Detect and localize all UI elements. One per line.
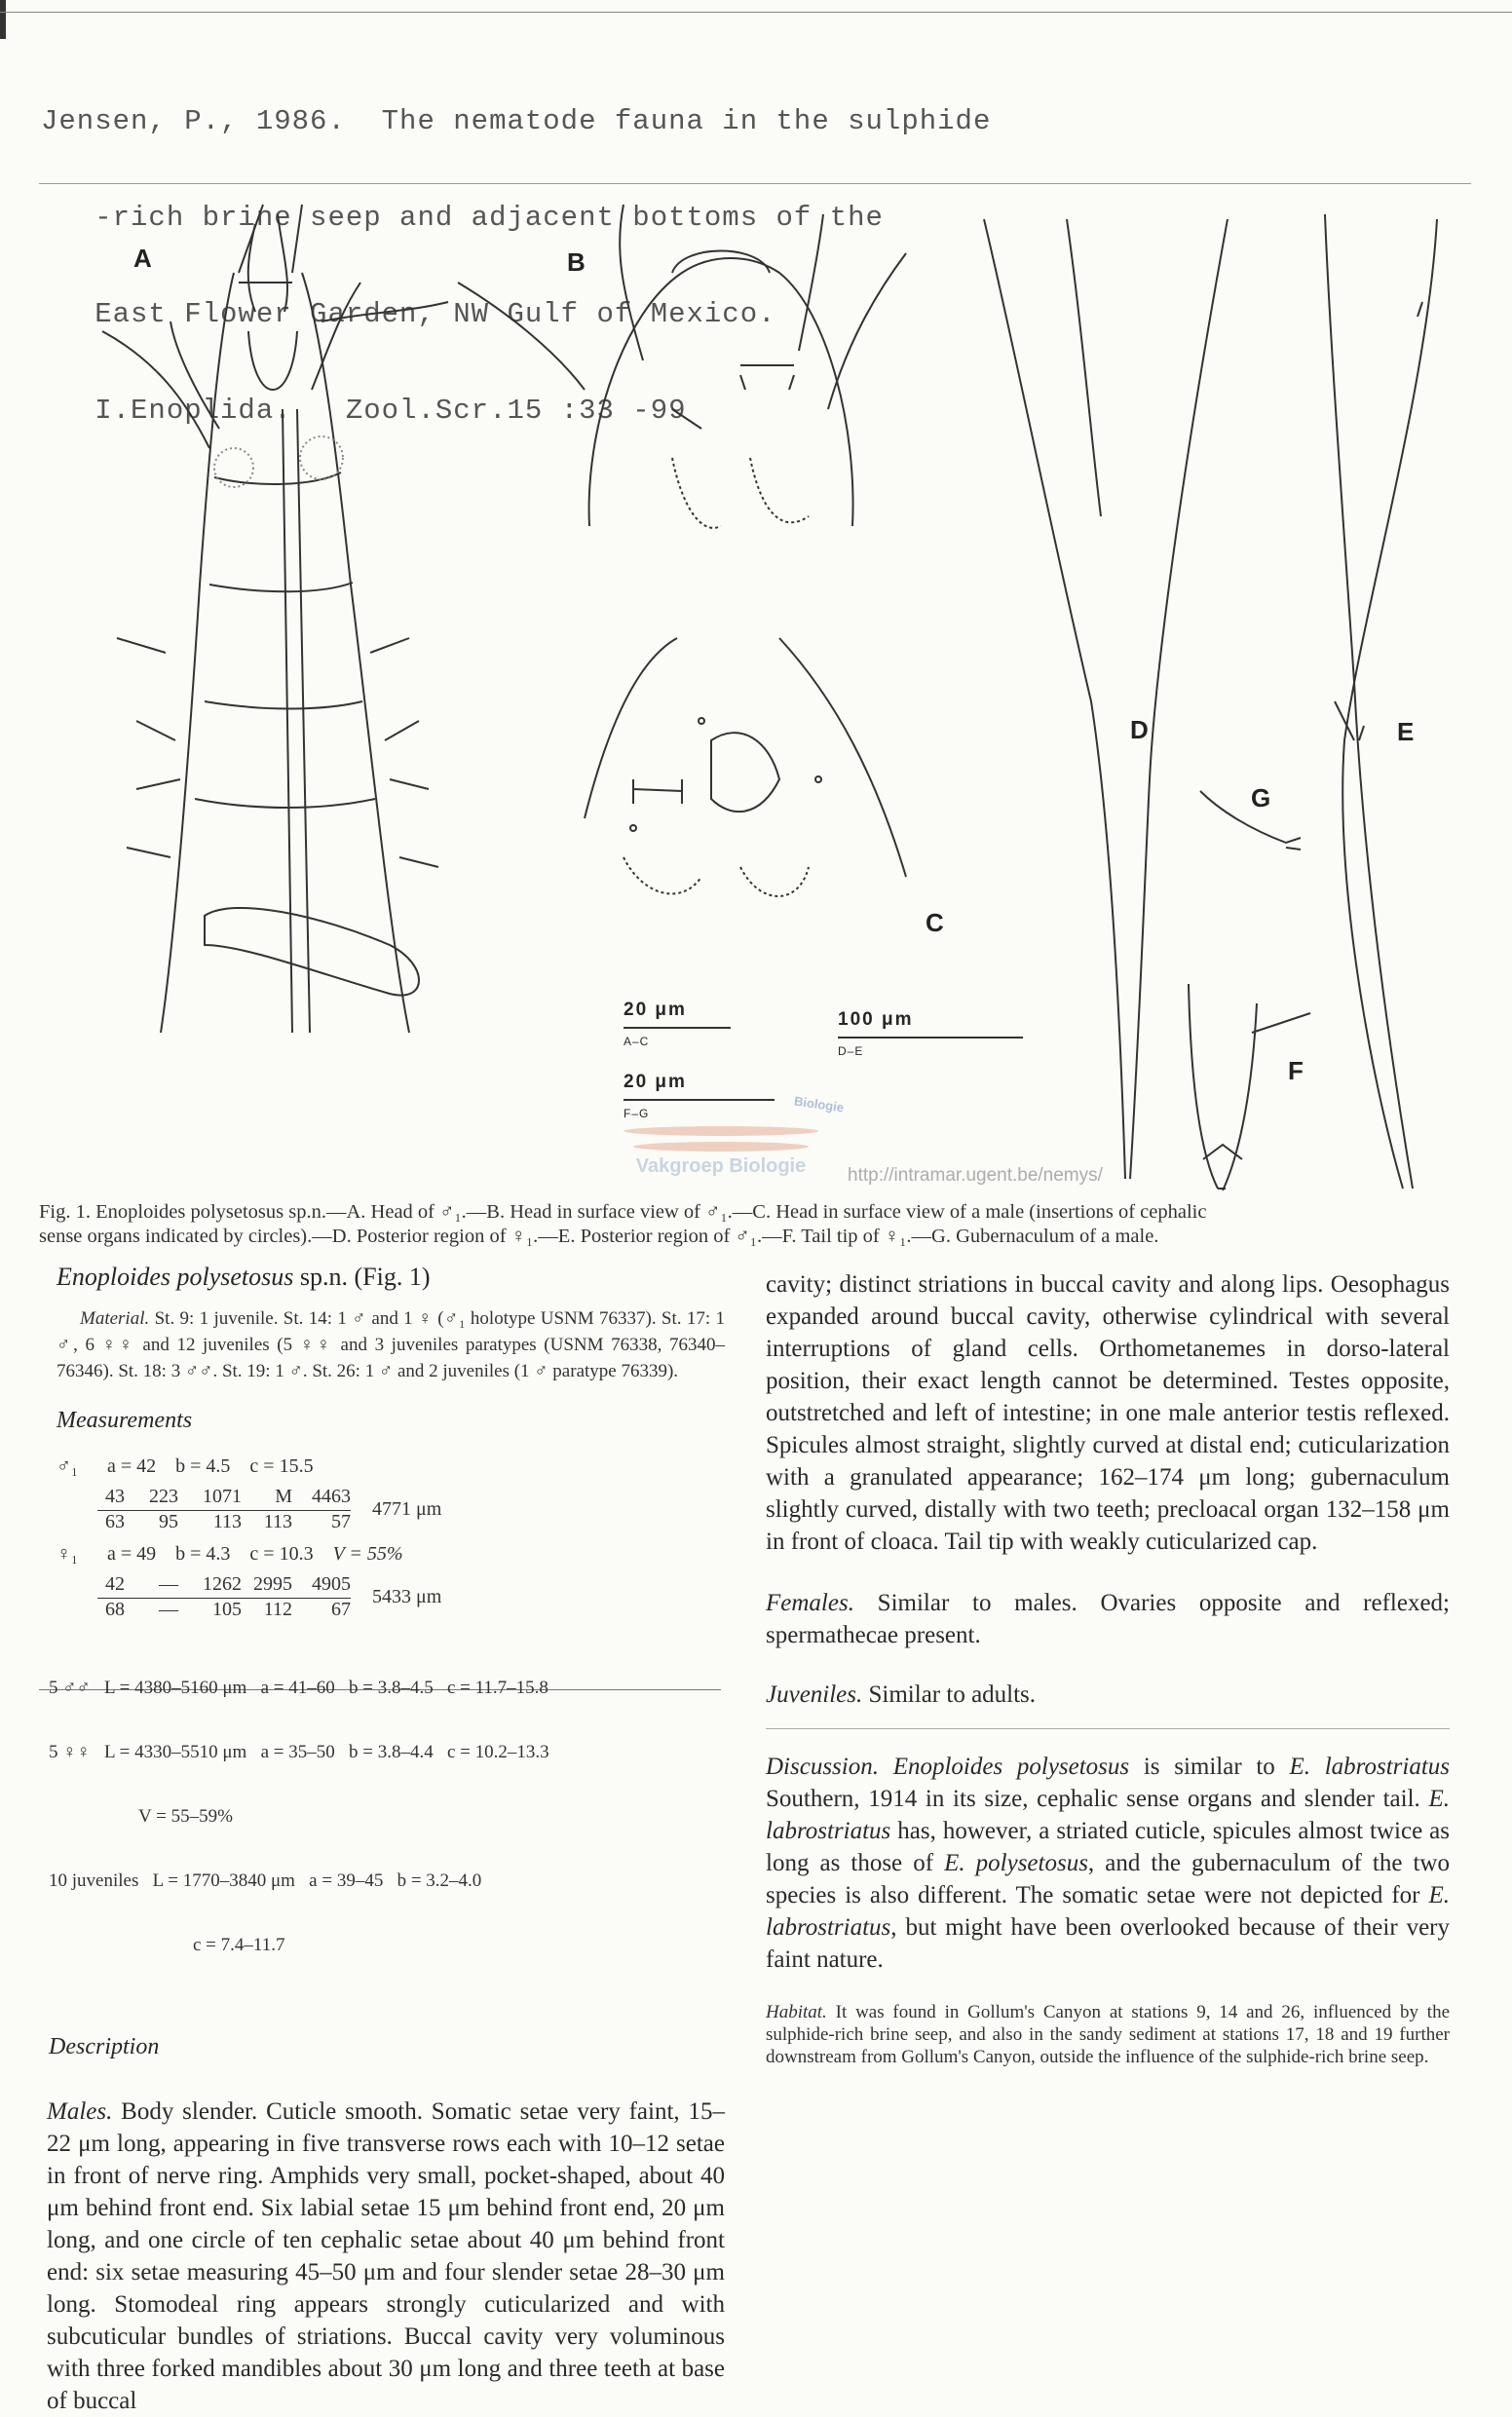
citation-line: East Flower Garden, NW Gulf of Mexico. bbox=[41, 298, 776, 330]
taxon-name: E. labrostriatus bbox=[766, 1882, 1450, 1941]
habitat-text: It was found in Gollum's Canyon at stations 9, 14 and 26, influenced by the sulphide-rich brine seep, and also in the sandy sediment at stations 17, 18 and 19 further downstream from Gollum's Canyon, outside the influence of the sulphide-rich brine seep. bbox=[766, 2002, 1450, 2067]
scale-bar-f-g bbox=[624, 1072, 775, 1120]
formula-value: — bbox=[159, 1573, 178, 1595]
formula-value: 43 bbox=[105, 1486, 125, 1507]
range-females-v: V = 55–59% bbox=[138, 1806, 233, 1827]
taxon-name: Enoploides polysetosus bbox=[892, 1754, 1130, 1780]
male1-total: 4771 μm bbox=[372, 1498, 442, 1520]
female1-total: 5433 μm bbox=[372, 1586, 442, 1607]
figure-caption bbox=[39, 1200, 1491, 1249]
scale-bar-applies: F–G bbox=[624, 1106, 650, 1120]
scale-bar-value: 20 μm bbox=[624, 1000, 687, 1020]
scale-bar-value: 20 μm bbox=[624, 1072, 687, 1092]
description-continuation: cavity; distinct striations in buccal cavity and along lips. Oesophagus expanded around buccal cavity, otherwise cylindrical with several interruptions of gland cells. Orthometanemes in dorso-lateral position, their exact length cannot be determined. Testes opposite, outstretched and left of intestine; in one male anterior testis reflexed. Spicules almost straight, slightly curved at distal end; cuticularization with a granulated appearance; 162–174 μm long; gubernaculum slightly curved, distally with two teeth; precloacal organ 132–158 μm in front of cloaca. Tail tip with weakly cuticularized cap. bbox=[766, 1271, 1450, 1555]
figure-label-f: F bbox=[1288, 1056, 1304, 1085]
male1-indices bbox=[57, 1455, 725, 1478]
measurement-ranges bbox=[49, 1635, 725, 1999]
female1-indices bbox=[57, 1543, 725, 1566]
scale-bar-value: 100 μm bbox=[838, 1009, 914, 1030]
drawing-f-tail-tip bbox=[1189, 984, 1310, 1190]
range-females: 5 ♀♀ L = 4330–5510 μm a = 35–50 b = 3.8–4.4 c = 10.2–13.3 bbox=[49, 1742, 549, 1762]
females-text: Similar to males. Ovaries opposite and reflexed; spermathecae present. bbox=[766, 1590, 1450, 1648]
male1-b: b = 4.5 bbox=[175, 1455, 231, 1477]
scale-bar-a-c bbox=[624, 1000, 731, 1048]
female1-b: b = 4.3 bbox=[175, 1543, 231, 1565]
juveniles-text: Similar to adults. bbox=[862, 1681, 1037, 1708]
scan-edge-mark bbox=[0, 0, 6, 39]
scale-bar-applies: D–E bbox=[838, 1043, 864, 1058]
formula-value: 68 bbox=[105, 1599, 125, 1620]
female1-formula bbox=[97, 1573, 725, 1621]
juveniles-paragraph bbox=[766, 1679, 1450, 1711]
formula-value: M bbox=[275, 1486, 292, 1507]
discussion-text: , and the gubernaculum of the two species is also different. The somatic setae were not depicted for bbox=[766, 1850, 1450, 1908]
discussion-text: Southern, 1914 in its size, cephalic sense organs and slender tail. bbox=[766, 1786, 1429, 1812]
females-label: Females. bbox=[766, 1590, 854, 1616]
caption-line: Fig. 1. Enoploides polysetosus sp.n.—A. Head of ♂₁.—B. Head in surface view of ♂₁.—C. Head in surface view of a male (insertions of cephalic bbox=[39, 1201, 1207, 1223]
male1-a: a = 42 bbox=[106, 1455, 157, 1477]
left-column bbox=[47, 1263, 725, 2417]
header-rule bbox=[39, 183, 1471, 184]
discussion-text bbox=[879, 1754, 893, 1780]
formula-value: 113 bbox=[212, 1511, 242, 1532]
discussion-paragraph bbox=[766, 1751, 1450, 1976]
formula-value: 223 bbox=[149, 1486, 178, 1507]
top-rule bbox=[0, 12, 1512, 13]
species-title bbox=[57, 1263, 725, 1292]
habitat-paragraph bbox=[766, 2001, 1450, 2068]
formula-value: 57 bbox=[331, 1511, 351, 1532]
males-text: Body slender. Cuticle smooth. Somatic setae very faint, 15–22 μm long, appearing in five transverse rows each with 10–12 setae in front of nerve ring. Amphids very small, pocket-shaped, about 40 μm behind front end. Six labial setae 15 μm behind front end, 20 μm long, and one circle of ten cephalic setae about 40 μm behind front end: six setae measuring 45–50 μm and four slender setae 28–30 μm long. Stomodeal ring appears strongly cuticularized and with subcuticular bundles of striations. Buccal cavity very voluminous with three forked mandibles about 30 μm long and three teeth at base of buccal bbox=[47, 2098, 725, 2414]
watermark-url[interactable]: http://intramar.ugent.be/nemys/ bbox=[848, 1165, 1103, 1186]
drawing-a-head bbox=[102, 205, 448, 1033]
formula-value: — bbox=[159, 1599, 178, 1620]
male1-symbol: ♂₁ bbox=[57, 1455, 78, 1477]
figure-label-d: D bbox=[1130, 715, 1149, 744]
discussion-label: Discussion. bbox=[766, 1754, 879, 1780]
material-label: Material. bbox=[80, 1308, 150, 1329]
material-text: St. 9: 1 juvenile. St. 14: 1 ♂ and 1 ♀ (♂₁ holotype USNM 76337). St. 17: 1 ♂, 6 ♀♀ and 12 juveniles (5 ♀♀ and 3 juveniles paratypes (USNM 76338, 76340–76346). St. 18: 3 ♂♂. St. 19: 1 ♂. St. 26: 1 ♂ and 2 juveniles (1 ♂ paratype 76339). bbox=[57, 1308, 725, 1381]
measurements-heading: Measurements bbox=[57, 1408, 193, 1433]
range-juveniles-c: c = 7.4–11.7 bbox=[193, 1935, 285, 1955]
species-name: Enoploides polysetosus bbox=[57, 1263, 294, 1291]
males-label: Males. bbox=[47, 2098, 113, 2125]
figure-label-e: E bbox=[1397, 717, 1415, 746]
species-title-rest: sp.n. (Fig. 1) bbox=[293, 1263, 431, 1291]
formula-value: 112 bbox=[263, 1599, 292, 1620]
watermark-text: Vakgroep Biologie bbox=[635, 1155, 807, 1177]
figure-label-b: B bbox=[567, 247, 586, 277]
scale-bar-d-e bbox=[838, 1009, 1023, 1058]
citation-line: -rich brine seep and adjacent bottoms of the bbox=[41, 202, 884, 234]
female1-v: V = 55% bbox=[332, 1543, 403, 1565]
figure-label-a: A bbox=[133, 244, 152, 273]
female1-c: c = 10.3 bbox=[249, 1543, 314, 1565]
formula-value: 63 bbox=[105, 1511, 125, 1532]
citation-line: Jensen, P., 1986. The nematode fauna in the sulphide bbox=[41, 105, 992, 137]
description-heading: Description bbox=[49, 2034, 160, 2059]
caption-line: sense organs indicated by circles).—D. Posterior region of ♀₁.—E. Posterior region of ♂₁.—F. Tail tip of ♀₁.—G. Gubernaculum of a male. bbox=[39, 1226, 1159, 1247]
habitat-label: Habitat. bbox=[766, 2002, 827, 2022]
formula-value: 4463 bbox=[312, 1486, 351, 1507]
formula-value: 105 bbox=[212, 1599, 242, 1620]
taxon-name: E. labrostriatus bbox=[1289, 1754, 1451, 1780]
watermark-logo bbox=[614, 1120, 828, 1177]
males-paragraph bbox=[47, 2096, 725, 2417]
formula-value: 1071 bbox=[203, 1486, 242, 1507]
male1-formula bbox=[97, 1486, 725, 1533]
section-rule bbox=[766, 1728, 1450, 1729]
female1-symbol: ♀₁ bbox=[57, 1543, 78, 1565]
material-paragraph bbox=[57, 1305, 725, 1384]
discussion-text: has, however, a striated cuticle, spicules almost twice as long as those of bbox=[766, 1818, 1450, 1876]
drawing-e-posterior-male bbox=[1325, 214, 1437, 1189]
scale-bar-applies: A–C bbox=[624, 1034, 650, 1048]
range-juveniles: 10 juveniles L = 1770–3840 μm a = 39–45 b = 3.2–4.0 bbox=[49, 1870, 482, 1891]
discussion-text: , but might have been overlooked because of their very faint nature. bbox=[766, 1914, 1450, 1973]
figure-1-drawings bbox=[0, 195, 1512, 1198]
formula-value: 4905 bbox=[312, 1573, 351, 1595]
formula-value: 95 bbox=[159, 1511, 178, 1532]
taxon-name: E. labrostriatus bbox=[766, 1786, 1450, 1844]
drawing-b-head-surface bbox=[458, 205, 906, 528]
formula-value: 42 bbox=[105, 1573, 125, 1595]
formula-value: 1262 bbox=[203, 1573, 242, 1595]
range-males: 5 ♂♂ L = 4380–5160 μm a = 41–60 b = 3.8–4.5 c = 11.7–15.8 bbox=[49, 1678, 548, 1698]
juveniles-label: Juveniles. bbox=[766, 1681, 863, 1708]
male1-c: c = 15.5 bbox=[249, 1455, 314, 1477]
taxon-name: E. polysetosus bbox=[944, 1850, 1088, 1876]
discussion-text: is similar to bbox=[1129, 1754, 1290, 1780]
citation-line: I.Enoplida. Zool.Scr.15 :33 -99 bbox=[41, 395, 687, 427]
formula-value: 2995 bbox=[253, 1573, 292, 1595]
formula-value: 67 bbox=[331, 1599, 351, 1620]
formula-value: 113 bbox=[263, 1511, 292, 1532]
figure-label-g: G bbox=[1251, 783, 1271, 812]
watermark-arc-text: Biologie bbox=[793, 1093, 846, 1115]
figure-label-c: C bbox=[926, 908, 944, 937]
right-column bbox=[766, 1268, 1450, 2068]
females-paragraph bbox=[766, 1587, 1450, 1651]
female1-a: a = 49 bbox=[106, 1543, 157, 1565]
drawing-c-head-male bbox=[585, 638, 906, 896]
